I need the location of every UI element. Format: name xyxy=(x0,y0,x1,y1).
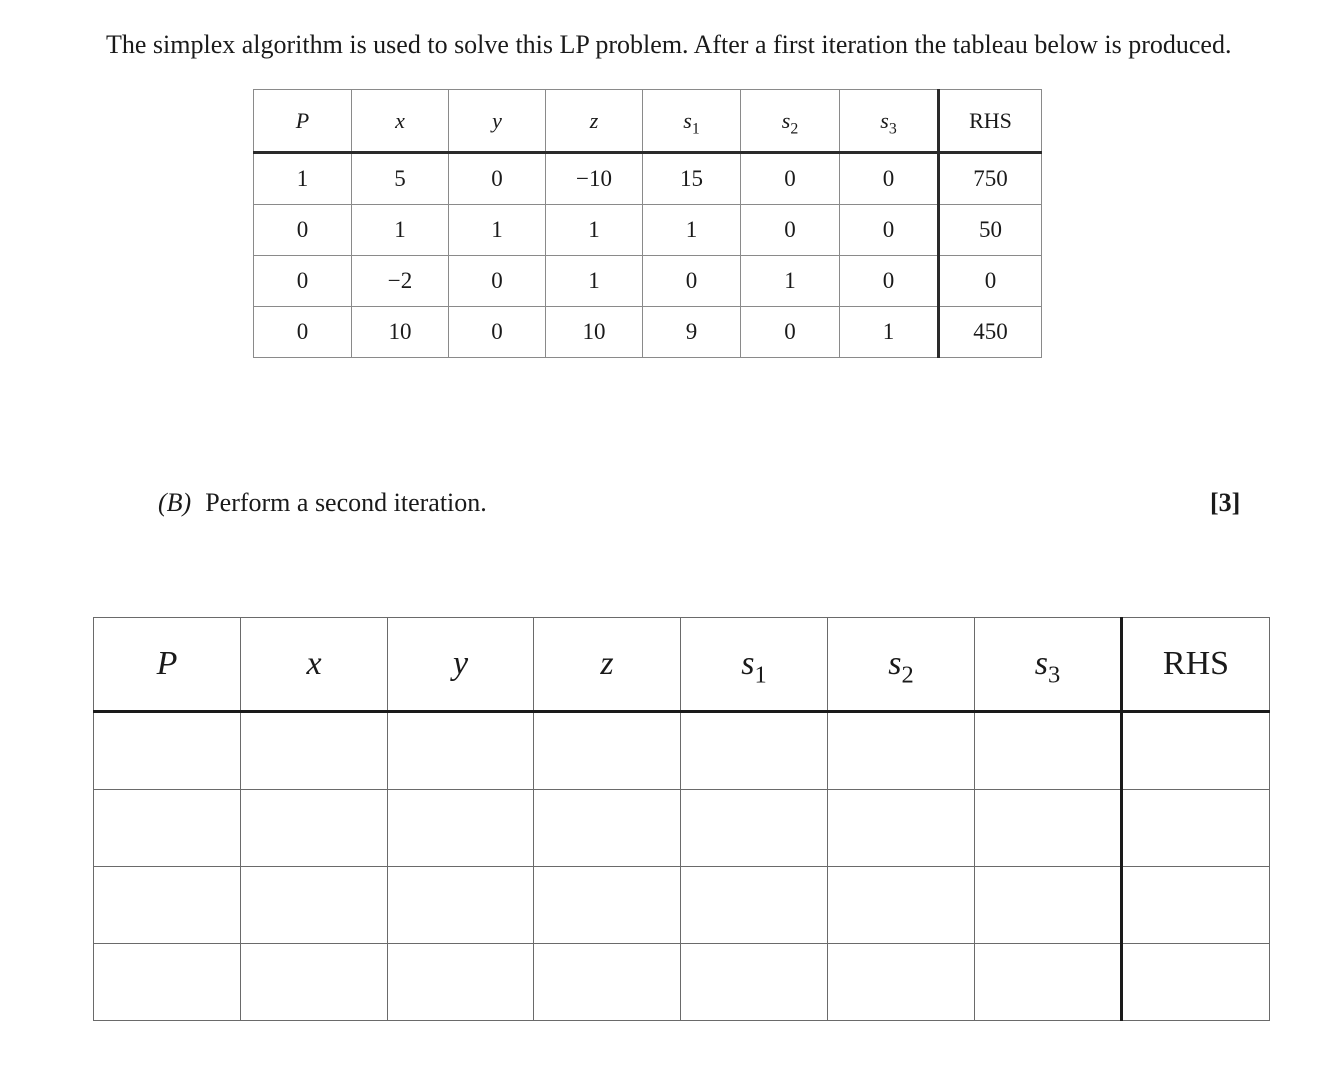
answer-cell[interactable] xyxy=(388,867,534,944)
answer-header-p: P xyxy=(94,618,241,712)
header-cell-s1: $s_1$ xyxy=(643,90,741,153)
tableau-cell: 1 xyxy=(840,307,939,358)
tableau-cell: 0 xyxy=(840,153,939,205)
tableau-cell: 0 xyxy=(840,256,939,307)
answer-cell[interactable] xyxy=(828,867,975,944)
answer-cell-rhs[interactable] xyxy=(1122,790,1270,867)
answer-cell-rhs[interactable] xyxy=(1122,944,1270,1021)
answer-cell[interactable] xyxy=(534,712,681,790)
answer-cell[interactable] xyxy=(388,712,534,790)
answer-header-y: y xyxy=(388,618,534,712)
header-cell-rhs: RHS xyxy=(939,90,1042,153)
answer-cell[interactable] xyxy=(681,712,828,790)
answer-cell[interactable] xyxy=(241,712,388,790)
tableau-cell: 0 xyxy=(254,205,352,256)
answer-cell[interactable] xyxy=(94,867,241,944)
answer-cell-rhs[interactable] xyxy=(1122,867,1270,944)
tableau-cell: 0 xyxy=(643,256,741,307)
answer-cell[interactable] xyxy=(828,790,975,867)
answer-row xyxy=(94,790,1270,867)
tableau-cell-rhs: 50 xyxy=(939,205,1042,256)
header-cell-z: z xyxy=(546,90,643,153)
answer-header-s2: $s_2$ xyxy=(828,618,975,712)
tableau-row xyxy=(254,256,1042,307)
answer-cell[interactable] xyxy=(241,790,388,867)
answer-cell[interactable] xyxy=(241,944,388,1021)
tableau-cell: 10 xyxy=(352,307,449,358)
answer-cell[interactable] xyxy=(681,867,828,944)
tableau-cell: 0 xyxy=(449,153,546,205)
tableau-cell: 1 xyxy=(643,205,741,256)
answer-header-s1: $s_1$ xyxy=(681,618,828,712)
header-cell-x: x xyxy=(352,90,449,153)
tableau-row xyxy=(254,307,1042,358)
tableau-cell: 0 xyxy=(254,307,352,358)
marks-label: [3] xyxy=(1210,488,1241,517)
answer-header-rhs: RHS xyxy=(1122,618,1270,712)
answer-cell[interactable] xyxy=(534,867,681,944)
tableau-cell: 0 xyxy=(840,205,939,256)
part-label: (B) xyxy=(158,488,192,517)
header-cell-p: P xyxy=(254,90,352,153)
answer-header-row xyxy=(94,618,1270,712)
tableau-cell-rhs: 450 xyxy=(939,307,1042,358)
header-cell-s2: $s_2$ xyxy=(741,90,840,153)
answer-cell[interactable] xyxy=(828,712,975,790)
answer-header-s3: $s_3$ xyxy=(975,618,1122,712)
tableau-cell: 0 xyxy=(449,307,546,358)
question-text: Perform a second iteration. xyxy=(205,488,487,517)
answer-cell[interactable] xyxy=(681,944,828,1021)
tableau-cell: 1 xyxy=(546,205,643,256)
tableau-cell: 0 xyxy=(741,307,840,358)
tableau-cell: 15 xyxy=(643,153,741,205)
answer-tableau xyxy=(93,617,1270,1021)
tableau-cell: 1 xyxy=(741,256,840,307)
tableau-cell-rhs: 750 xyxy=(939,153,1042,205)
tableau-cell: 0 xyxy=(449,256,546,307)
answer-cell[interactable] xyxy=(975,944,1122,1021)
answer-cell[interactable] xyxy=(388,944,534,1021)
tableau-cell: 1 xyxy=(352,205,449,256)
answer-cell[interactable] xyxy=(975,790,1122,867)
question-part-b xyxy=(158,488,487,518)
answer-cell[interactable] xyxy=(975,867,1122,944)
tableau-cell: 0 xyxy=(741,205,840,256)
answer-header-x: x xyxy=(241,618,388,712)
tableau-cell: 5 xyxy=(352,153,449,205)
answer-cell[interactable] xyxy=(828,944,975,1021)
tableau-cell: −10 xyxy=(546,153,643,205)
tableau-cell: 10 xyxy=(546,307,643,358)
tableau-row xyxy=(254,153,1042,205)
first-iteration-tableau xyxy=(253,89,1042,358)
answer-cell[interactable] xyxy=(534,944,681,1021)
answer-row xyxy=(94,712,1270,790)
answer-cell[interactable] xyxy=(94,790,241,867)
tableau-cell-rhs: 0 xyxy=(939,256,1042,307)
tableau-cell: −2 xyxy=(352,256,449,307)
answer-cell[interactable] xyxy=(94,712,241,790)
question-intro-text: The simplex algorithm is used to solve this LP problem. After a first iteration the tableau below is produced. xyxy=(106,30,1232,59)
header-cell-y: y xyxy=(449,90,546,153)
answer-row xyxy=(94,867,1270,944)
tableau-cell: 9 xyxy=(643,307,741,358)
tableau-cell: 0 xyxy=(254,256,352,307)
answer-cell[interactable] xyxy=(534,790,681,867)
answer-cell[interactable] xyxy=(94,944,241,1021)
answer-cell[interactable] xyxy=(681,790,828,867)
tableau-row xyxy=(254,205,1042,256)
tableau-cell: 0 xyxy=(741,153,840,205)
answer-cell[interactable] xyxy=(975,712,1122,790)
answer-cell[interactable] xyxy=(388,790,534,867)
tableau-cell: 1 xyxy=(449,205,546,256)
tableau-cell: 1 xyxy=(546,256,643,307)
tableau-cell: 1 xyxy=(254,153,352,205)
tableau-header-row xyxy=(254,90,1042,153)
answer-header-z: z xyxy=(534,618,681,712)
answer-cell-rhs[interactable] xyxy=(1122,712,1270,790)
answer-cell[interactable] xyxy=(241,867,388,944)
header-cell-s3: $s_3$ xyxy=(840,90,939,153)
answer-row xyxy=(94,944,1270,1021)
